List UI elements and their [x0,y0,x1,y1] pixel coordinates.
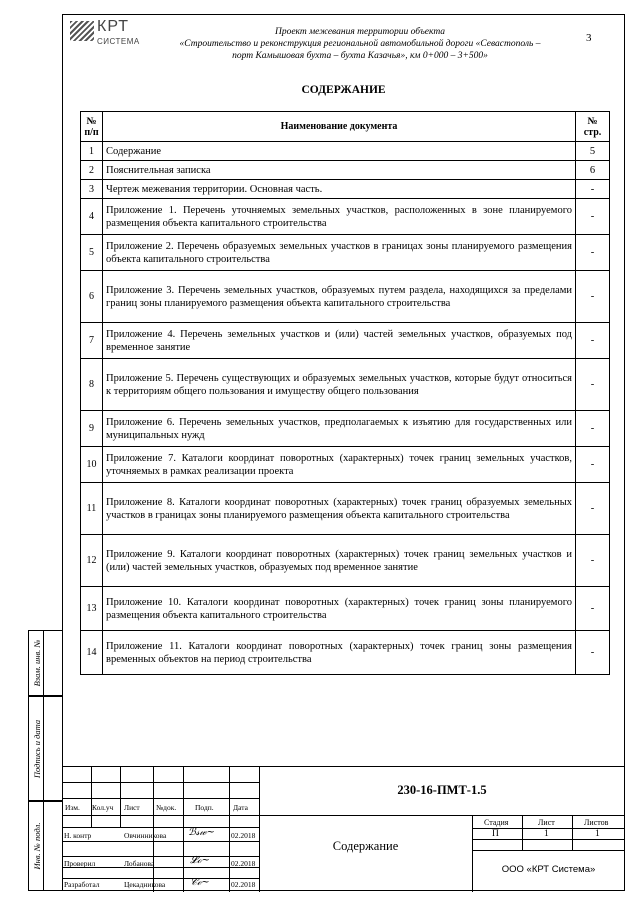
row-document-name: Приложение 10. Каталоги координат поворотных (характерных) точек границ зоны планируемого размещения объекта капитального строительства [103,587,576,631]
row-document-name: Пояснительная записка [103,161,576,180]
logo-main-text: КРТ [97,18,130,35]
row-page: - [576,483,610,535]
row-document-name: Приложение 8. Каталоги координат поворотных (характерных) точек границ образуемых земельных участков в границах зоны планируемого размещения объекта капитального строительства [103,483,576,535]
side-inv-replace [28,630,62,696]
row1-signature-icon: ℬ𝓈𝓌~ [188,827,215,838]
row-page: - [576,235,610,271]
project-line-1: Проект межевания территории объекта [274,27,446,37]
row3-name: Цекадникова [124,880,166,889]
sheets-header: Листов [584,818,609,827]
project-title [150,26,570,62]
header-num: № п/п [81,112,103,142]
table-row [81,411,610,447]
table-row [81,359,610,411]
row-number: 1 [81,142,103,161]
page-number: 3 [586,32,592,44]
logo-sub-text: СИСТЕМА [97,37,140,46]
row-page: - [576,199,610,235]
row-page: 6 [576,161,610,180]
row-number: 3 [81,180,103,199]
document-name: Содержание [332,839,399,853]
table-row [81,161,610,180]
table-row [81,142,610,161]
sheets-value: 1 [595,829,600,839]
side-label-inv-replace: Взам. инв. № [31,639,42,687]
table-row [81,323,610,359]
table-row [81,271,610,323]
row3-date: 02.2018 [231,880,256,889]
row-page: - [576,411,610,447]
stamp-header-izm: Изм. [65,803,80,812]
logo-icon [70,21,94,41]
row2-date: 02.2018 [231,859,256,868]
side-sign-date [28,696,62,801]
row-page: 5 [576,142,610,161]
row-number: 2 [81,161,103,180]
row-document-name: Приложение 5. Перечень существующих и образуемых земельных участков, которые будут относиться к территориям общего пользования и имуществу общего пользования [103,359,576,411]
table-row [81,180,610,199]
row2-role: Проверил [64,859,96,868]
stage-header: Стадия [484,818,509,827]
header-name: Наименование документа [103,112,576,142]
row-number: 8 [81,359,103,411]
contents-table [80,111,610,675]
row-page: - [576,271,610,323]
row1-name: Овчинникова [124,831,167,840]
row-page: - [576,447,610,483]
row-page: - [576,587,610,631]
project-line-2: «Строительство и реконструкция региональной автомобильной дороги «Севастополь – [179,39,541,49]
document-code: 230-16-ПМТ-1.5 [397,783,487,797]
table-header-row [81,112,610,142]
organization-name: ООО «КРТ Система» [501,864,596,875]
row-number: 6 [81,271,103,323]
row-number: 7 [81,323,103,359]
row-document-name: Чертеж межевания территории. Основная часть. [103,180,576,199]
row-document-name: Приложение 3. Перечень земельных участков, образуемых путем раздела, находящихся за пределами границ зоны планируемого размещения объекта капитального строительства [103,271,576,323]
row1-role: Н. контр [64,831,92,840]
table-row [81,535,610,587]
table-row [81,631,610,675]
row-number: 9 [81,411,103,447]
row2-name: Лобанова [124,859,155,868]
table-body [81,142,610,675]
row-document-name: Приложение 2. Перечень образуемых земельных участков в границах зоны планируемого размещения объекта капитального строительства [103,235,576,271]
row2-signature-icon: 𝓛ℴ~ [190,855,210,866]
row-page: - [576,180,610,199]
row3-signature-icon: 𝒞ℯ~ [190,877,210,888]
side-label-inv-orig: Инв. № подл. [31,822,42,870]
row-page: - [576,631,610,675]
sheet-header: Лист [538,818,555,827]
row-document-name: Приложение 7. Каталоги координат поворотных (характерных) точек границ земельных участков, уточняемых в рамках реализации проекта [103,447,576,483]
table-row [81,199,610,235]
row-page: - [576,359,610,411]
row-document-name: Приложение 1. Перечень уточняемых земельных участков, расположенных в зоне планируемого размещения объекта капитального строительства [103,199,576,235]
table-row [81,447,610,483]
company-logo [70,19,150,47]
row-document-name: Приложение 9. Каталоги координат поворотных (характерных) точек границ земельных участков и (или) частей земельных участков, образуемых под временное занятие [103,535,576,587]
table-row [81,483,610,535]
row-number: 11 [81,483,103,535]
stamp-header-list: Лист [124,803,140,812]
sheet-value: 1 [544,829,549,839]
row-document-name: Приложение 11. Каталоги координат поворотных (характерных) точек границ зоны размещения временных объектов на период строительства [103,631,576,675]
row-document-name: Приложение 4. Перечень земельных участков и (или) частей земельных участков, образуемых под временное занятие [103,323,576,359]
page-title: СОДЕРЖАНИЕ [301,84,386,96]
row3-role: Разработал [64,880,100,889]
row-number: 5 [81,235,103,271]
row-number: 12 [81,535,103,587]
table-row [81,587,610,631]
row-number: 10 [81,447,103,483]
row-number: 14 [81,631,103,675]
header-page: № стр. [576,112,610,142]
row1-date: 02.2018 [231,831,256,840]
stage-value: П [492,829,499,839]
row-document-name: Содержание [103,142,576,161]
stamp-header-kol: Кол.уч [92,803,114,812]
row-page: - [576,535,610,587]
table-row [81,235,610,271]
stamp-header-date: Дата [233,803,248,812]
side-inv-orig [28,801,62,891]
row-number: 4 [81,199,103,235]
side-label-sign-date: Подпись и дата [31,719,42,778]
stamp-header-ndok: №док. [156,803,177,812]
stamp-header-podp: Подп. [195,803,214,812]
row-page: - [576,323,610,359]
project-line-3: порт Камышовая бухта – бухта Казачья», км 0+000 – 3+500» [232,51,488,61]
row-document-name: Приложение 6. Перечень земельных участков, предполагаемых к изъятию для государственных или муниципальных нужд [103,411,576,447]
row-number: 13 [81,587,103,631]
